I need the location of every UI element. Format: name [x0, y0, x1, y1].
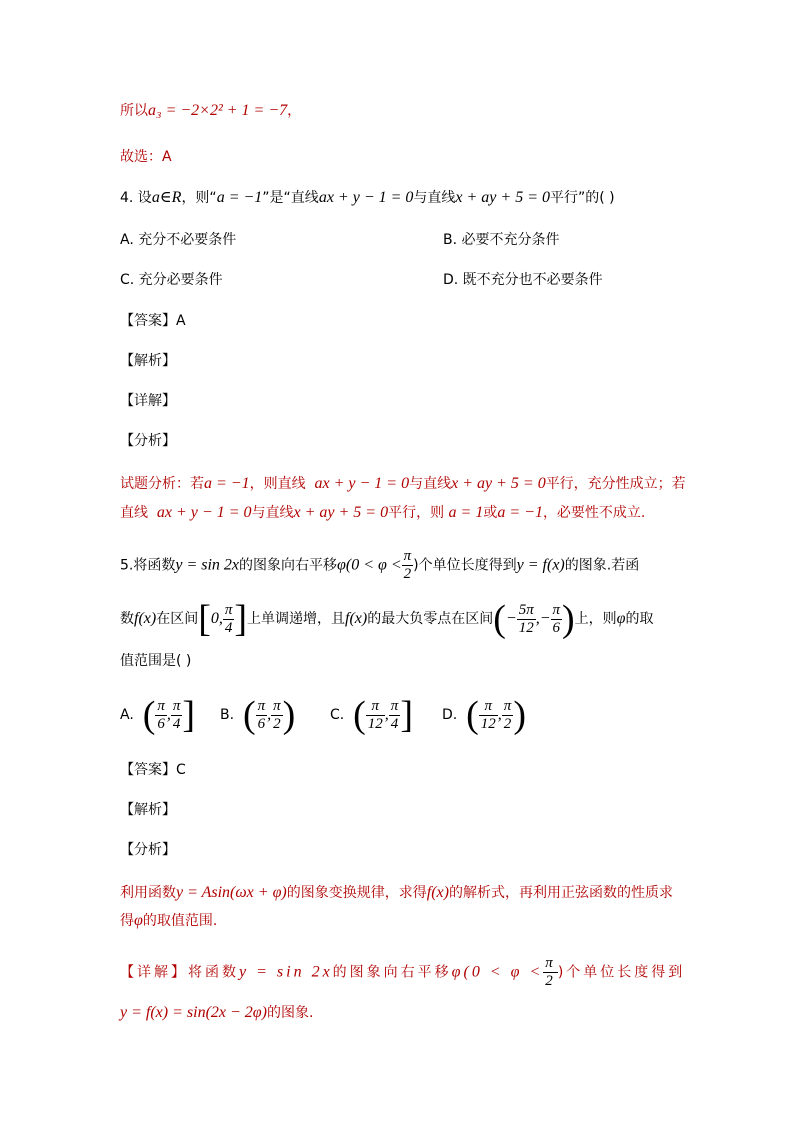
- fraction-pi-over-6: $\frac{\pi}{6}$: [552, 601, 561, 636]
- question-5-stem-line-1: 5.将函数y = sin 2x的图象向右平移φ(0 < φ < $\frac{\pi}{2}$ )个单位长度得到y = f(x)的图象.若函: [120, 548, 640, 582]
- question-5-stem-line-2: 数f(x)在区间[0, $\frac{\pi}{4}$ ]上单调递增，且f(x)的最大负零点在区间(− $\frac{5\pi}{12}$ ,− $\frac{\pi}{6}$ )上，则φ的取: [120, 598, 654, 640]
- q5-fenxi-heading: 【分析】: [120, 842, 176, 858]
- q4-analysis-line-1: 试题分析：若a = −1，则直线 ax + y − 1 = 0与直线x + ay + 5 = 0平行，充分性成立；若: [120, 475, 686, 492]
- q5-option-a: A. ( $\frac{\pi}{6}$ , $\frac{\pi}{4}$ ]: [120, 694, 196, 736]
- q4-analysis-line-2: 直线 ax + y − 1 = 0与直线x + ay + 5 = 0平行，则 a = 1或a = −1，必要性不成立.: [120, 504, 646, 521]
- question-5-stem-line-3: 值范围是( ): [120, 653, 192, 669]
- q5-option-d: D. ( $\frac{\pi}{12}$ , $\frac{\pi}{2}$ ): [442, 694, 526, 736]
- line-choose-a: 故选：A: [120, 149, 172, 165]
- fraction-5pi-over-12: $\frac{5\pi}{12}$: [518, 601, 534, 636]
- q5-analysis-line-1: 利用函数y = Asin(ωx + φ)的图象变换规律，求得f(x)的解析式，再利用正弦函数的性质求: [120, 884, 673, 901]
- q4-option-c: C. 充分必要条件: [120, 272, 223, 288]
- q5-option-b: B. ( $\frac{\pi}{6}$ , $\frac{\pi}{2}$ ): [220, 694, 296, 736]
- q4-jiexi-heading: 【解析】: [120, 353, 176, 369]
- q4-option-d: D. 既不充分也不必要条件: [443, 272, 603, 288]
- q5-detail-line-1: 【详解】将函数y = sin 2x的图象向右平移φ(0 < φ < $\frac{\pi}{2}$ )个单位长度得到: [120, 955, 686, 989]
- line-a3-result: 所以a₃ = −2×2² + 1 = −7，: [120, 102, 302, 119]
- q5-answer: 【答案】C: [120, 762, 186, 778]
- q4-fenxi-heading: 【分析】: [120, 433, 176, 449]
- fraction-pi-over-2: $\frac{\pi}{2}$: [403, 548, 412, 582]
- q4-answer: 【答案】A: [120, 313, 186, 329]
- q4-option-a: A. 充分不必要条件: [120, 232, 237, 248]
- q4-option-b: B. 必要不充分条件: [443, 232, 560, 248]
- q5-jiexi-heading: 【解析】: [120, 802, 176, 818]
- q5-analysis-line-2: 得φ的取值范围.: [120, 912, 218, 929]
- q4-xiangjie-heading: 【详解】: [120, 393, 176, 409]
- fraction-pi-over-4: $\frac{\pi}{4}$: [224, 601, 233, 636]
- question-4-stem: 4. 设a∈R，则“a = −1”是“直线ax + y − 1 = 0与直线x + ay + 5 = 0平行”的( ): [120, 189, 615, 206]
- q5-detail-line-2: y = f(x) = sin(2x − 2φ)的图象.: [120, 1004, 314, 1021]
- q5-option-c: C. ( $\frac{\pi}{12}$ , $\frac{\pi}{4}$ ]: [330, 694, 413, 736]
